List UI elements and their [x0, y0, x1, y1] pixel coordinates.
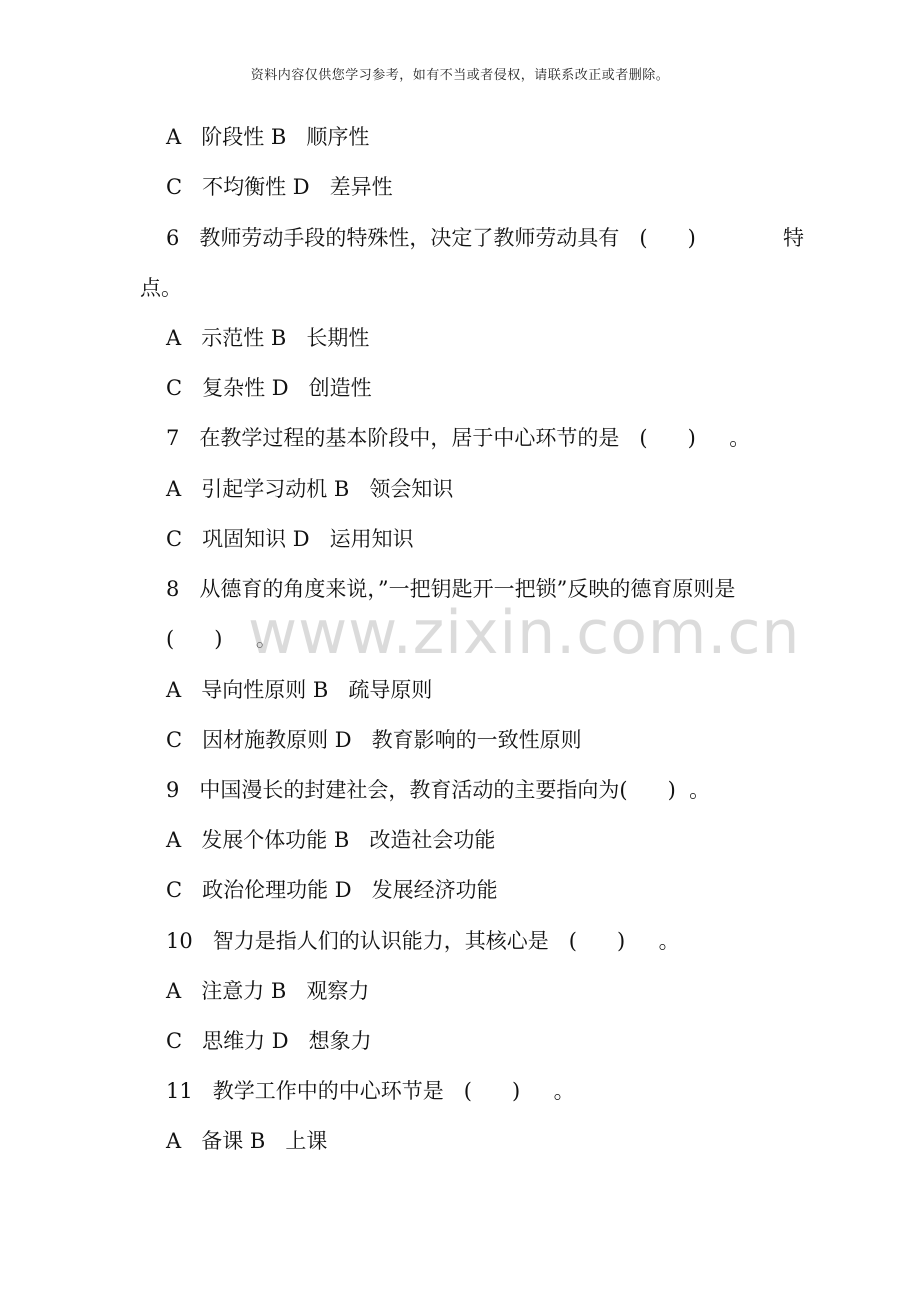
question-7: 7 在教学过程的基本阶段中，居于中心环节的是 ( ) 。: [166, 426, 751, 450]
option-line: C 政治伦理功能 D 发展经济功能: [166, 878, 498, 902]
option-line: C 思维力 D 想象力: [166, 1029, 372, 1053]
option-line: A 注意力 B 观察力: [166, 979, 370, 1003]
disclaimer-header: 资料内容仅供您学习参考，如有不当或者侵权，请联系改正或者删除。: [250, 68, 670, 83]
option-line: A 导向性原则 B 疏导原则: [166, 678, 433, 702]
question-6-tail: 特: [783, 226, 804, 250]
question-8-continuation: ( ) 。: [166, 627, 277, 651]
option-line: A 引起学习动机 B 领会知识: [166, 477, 454, 501]
question-6: 6 教师劳动手段的特殊性，决定了教师劳动具有 ( ): [166, 226, 696, 250]
option-line: A 阶段性 B 顺序性: [166, 125, 370, 149]
option-line: A 备课 B 上课: [166, 1129, 328, 1153]
question-6-continuation: 点。: [140, 276, 182, 300]
option-line: C 巩固知识 D 运用知识: [166, 527, 414, 551]
watermark: www.zixin.com.cn: [248, 598, 801, 668]
question-9: 9 中国漫长的封建社会，教育活动的主要指向为( ) 。: [166, 778, 711, 802]
option-line: C 因材施教原则 D 教育影响的一致性原则: [166, 728, 582, 752]
option-line: A 发展个体功能 B 改造社会功能: [166, 828, 496, 852]
question-11: 11 教学工作中的中心环节是 ( ) 。: [166, 1079, 575, 1103]
question-8: 8 从德育的角度来说，”一把钥匙开一把锁”反映的德育原则是: [166, 577, 736, 601]
option-line: C 不均衡性 D 差异性: [166, 175, 393, 199]
option-line: C 复杂性 D 创造性: [166, 376, 372, 400]
question-10: 10 智力是指人们的认识能力，其核心是 ( ) 。: [166, 929, 680, 953]
option-line: A 示范性 B 长期性: [166, 326, 370, 350]
